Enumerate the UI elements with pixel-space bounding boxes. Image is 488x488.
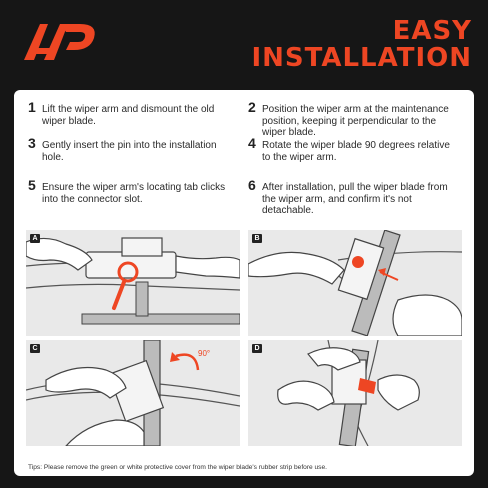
step-number: 3 <box>28 135 36 151</box>
step-3 <box>28 135 233 163</box>
panel-label: C <box>30 344 40 353</box>
instructions-card <box>14 90 474 476</box>
step-number: 5 <box>28 177 36 193</box>
step-text: Position the wiper arm at the maintenance position, keeping it perpendicular to the wiper blade. <box>262 104 449 138</box>
step-text: Lift the wiper arm and dismount the old wiper blade. <box>42 104 215 127</box>
step-text: After installation, pull the wiper blade from the wiper arm, and confirm it's not detachable. <box>262 182 448 216</box>
step-4 <box>248 135 453 163</box>
panel-label: D <box>252 344 262 353</box>
step-number: 4 <box>248 135 256 151</box>
illustration-a-drawing <box>26 230 240 336</box>
illustration-c-drawing <box>26 340 240 446</box>
illustration-c <box>26 340 240 446</box>
illustration-b <box>248 230 462 336</box>
step-number: 1 <box>28 99 36 115</box>
header <box>0 0 488 90</box>
title-line1: EASY <box>392 16 472 46</box>
step-5 <box>28 177 233 205</box>
illustration-d <box>248 340 462 446</box>
title-line2: INSTALLATION <box>251 42 472 73</box>
illustration-a <box>26 230 240 336</box>
illustration-b-drawing <box>248 230 462 336</box>
page-title <box>251 18 472 71</box>
step-text: Ensure the wiper arm's locating tab clicks into the connector slot. <box>42 182 226 205</box>
tips-text: Tips: Please remove the green or white protective cover from the wiper blade's rubber strip before use. <box>28 464 327 471</box>
step-6 <box>248 177 453 217</box>
panel-label: B <box>252 234 262 243</box>
panel-label: A <box>30 234 40 243</box>
step-1 <box>28 99 233 127</box>
step-2 <box>248 99 453 139</box>
step-text: Rotate the wiper blade 90 degrees relative to the wiper arm. <box>262 140 450 163</box>
step-number: 6 <box>248 177 256 193</box>
brand-logo <box>22 20 102 62</box>
illustration-d-drawing <box>248 340 462 446</box>
angle-label: 90° <box>198 349 211 358</box>
step-text: Gently insert the pin into the installation hole. <box>42 140 217 163</box>
step-number: 2 <box>248 99 256 115</box>
